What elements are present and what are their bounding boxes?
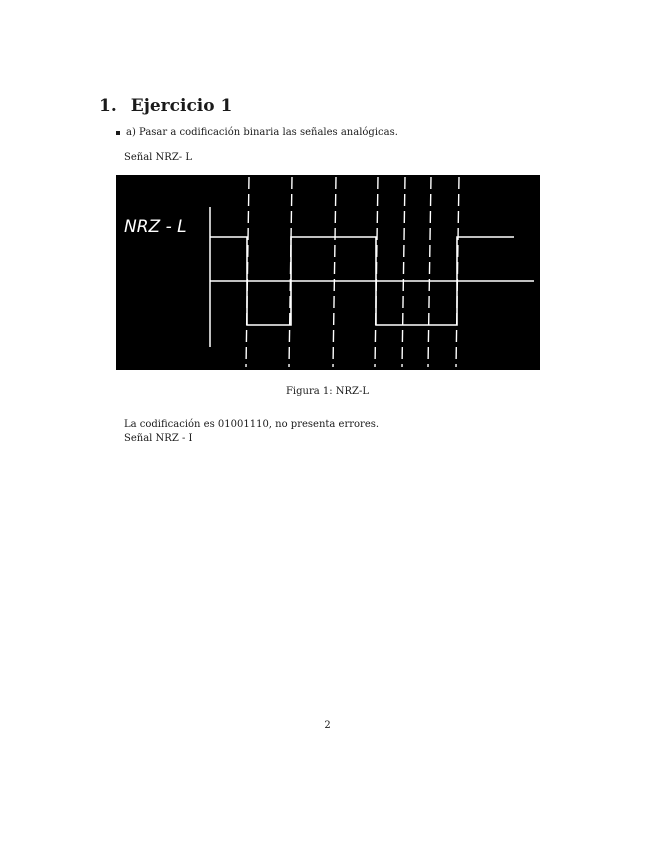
nrz-l-signal-drawing <box>116 175 540 370</box>
section-title: Ejercicio 1 <box>130 96 233 116</box>
signal-label-nrz-l: Señal NRZ- L <box>124 152 192 163</box>
handwritten-label: NRZ - L <box>124 217 187 237</box>
bit-boundary-line <box>402 177 405 367</box>
figure-caption: Figura 1: NRZ-L <box>285 386 370 397</box>
bit-boundary-guides <box>246 177 459 367</box>
bullet-list-item <box>116 127 398 138</box>
signal-label-nrz-i: Señal NRZ - I <box>124 433 193 444</box>
bit-boundary-line <box>428 177 431 367</box>
bullet-item-text: a) Pasar a codificación binaria las señales analógicas. <box>126 127 398 138</box>
page-number: 2 <box>324 720 331 731</box>
bit-boundary-line <box>333 177 336 367</box>
result-text: La codificación es 01001110, no presenta errores. <box>124 419 380 430</box>
figure-nrz-l-image <box>116 175 540 370</box>
section-heading <box>99 96 232 116</box>
square-bullet-icon <box>116 131 120 135</box>
section-number: 1. <box>99 96 117 116</box>
